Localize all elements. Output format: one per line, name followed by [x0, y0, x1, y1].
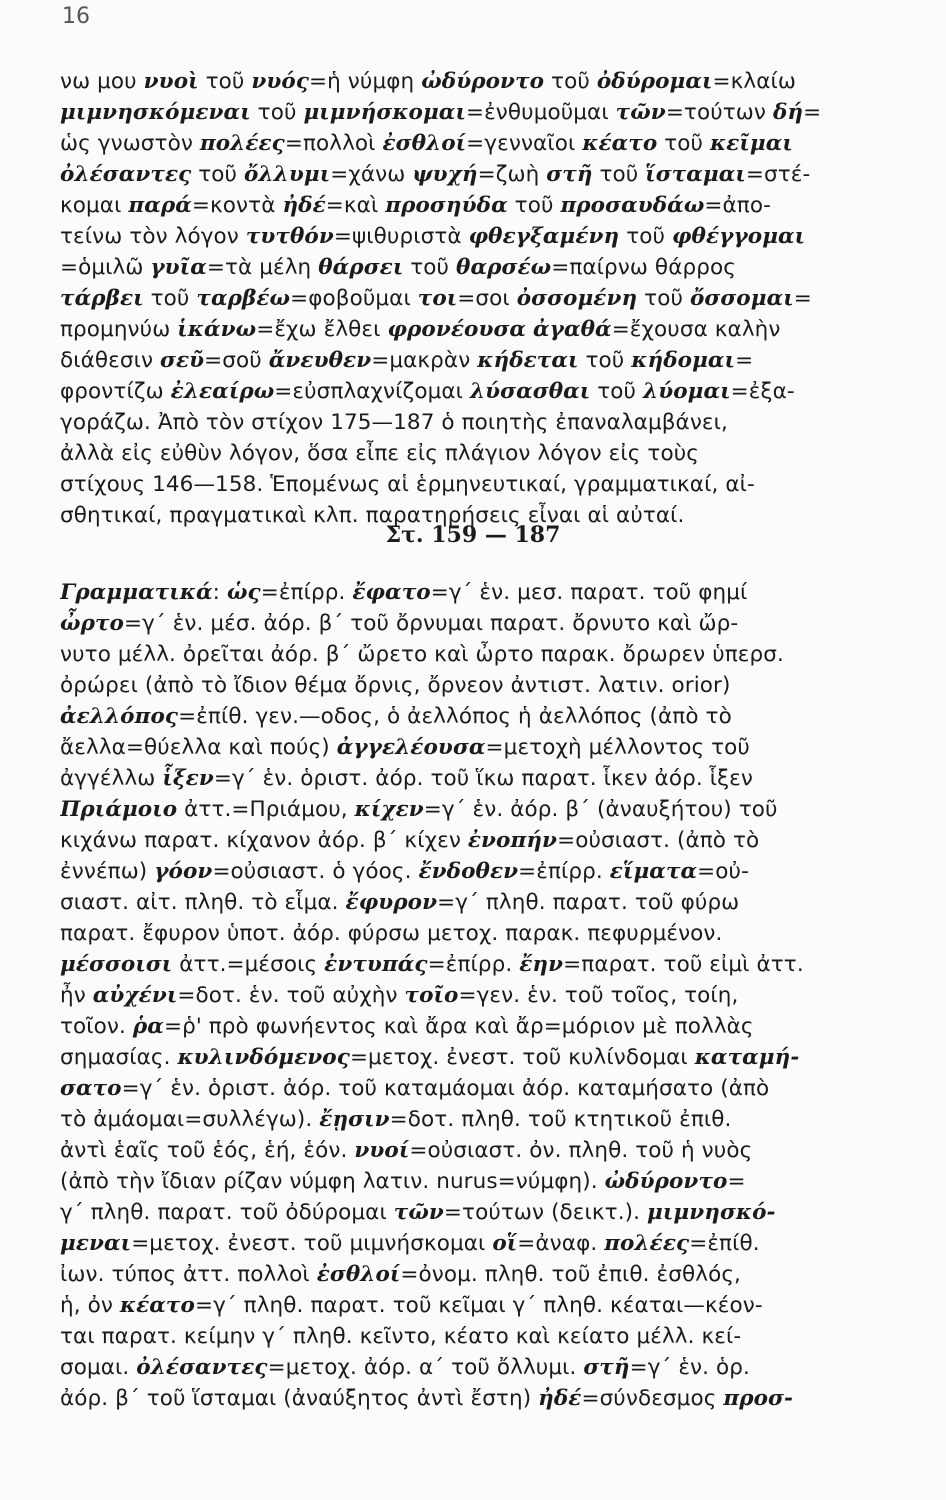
text-line	[60, 980, 928, 1011]
text-line	[60, 1135, 928, 1166]
text-segment: =ἔχω ἔλθει	[256, 317, 388, 342]
headword: ὄσσομαι	[689, 286, 794, 311]
text-segment: τοῦ	[191, 162, 245, 187]
text-segment: προμηνύω	[60, 317, 178, 342]
headword: νυοὶ	[143, 69, 199, 94]
headword: ἠδέ	[282, 193, 326, 218]
text-line	[60, 856, 928, 887]
text-segment: κιχάνω παρατ. κίχανον ἀόρ. β΄ κίχεν	[60, 828, 468, 853]
text-segment: ἡ, ὀν	[60, 1293, 120, 1318]
headword: Γραμματικά	[60, 580, 213, 605]
text-segment: σθητικαί, πραγματικαὶ κλπ. παρατηρήσεις εἶναι αἱ αὐταί.	[60, 503, 685, 528]
headword: μεναι	[60, 1231, 132, 1256]
text-segment: =οὐσιαστ. (ἀπὸ τὸ	[557, 828, 760, 853]
text-segment: τοῦ	[544, 69, 597, 94]
text-segment: ἦν	[60, 983, 93, 1008]
text-segment: =ἐπίρρ.	[518, 859, 610, 884]
text-segment: τοῦ	[507, 193, 561, 218]
text-line	[60, 794, 928, 825]
text-line	[60, 1073, 928, 1104]
text-segment: =μετοχὴ μέλλοντος τοῦ	[485, 735, 750, 760]
text-segment: γοράζω. Ἀπὸ τὸν στίχον 175—187 ὁ ποιητὴς ἐπαναλαμβάνει,	[60, 410, 728, 435]
text-segment: =ἀπο-	[704, 193, 771, 218]
text-segment: =οὐ-	[697, 859, 749, 884]
headword: τυτθόν	[245, 224, 334, 249]
headword: ἐντυπάς	[324, 952, 428, 977]
headword: πολέες	[604, 1231, 690, 1256]
headword: ψυχή	[412, 162, 478, 187]
text-line	[60, 1197, 928, 1228]
text-segment: ὀρώρει (ἀπὸ τὸ ἴδιον θέμα ὄρνις, ὄρνεον ἀντιστ. λατιν. orior)	[60, 673, 731, 698]
text-line	[60, 1321, 928, 1352]
text-line	[60, 670, 928, 701]
text-segment: =ἐπίρρ.	[427, 952, 520, 977]
text-line	[60, 159, 928, 190]
text-segment: τοῦ	[578, 348, 632, 373]
headword: ἀγαθά	[533, 317, 612, 342]
paragraph-1	[60, 66, 928, 531]
headword: τῶν	[615, 100, 666, 125]
text-segment: =γ΄ ἑν. ὁριστ. ἀόρ. τοῦ καταμάομαι ἀόρ. καταμήσατο (ἀπὸ	[121, 1076, 770, 1101]
headword: δή	[772, 100, 804, 125]
text-segment: τοῦ	[250, 100, 304, 125]
text-segment: τοῦ	[619, 224, 672, 249]
text-segment: =	[803, 100, 822, 125]
text-segment: =	[735, 348, 754, 373]
text-line	[60, 128, 928, 159]
text-segment	[526, 317, 533, 342]
text-segment: =μακρὰν	[371, 348, 478, 373]
paragraph-grammar	[60, 577, 928, 1414]
headword: φθεγξαμένη	[468, 224, 620, 249]
headword: ῥα	[132, 1014, 164, 1039]
headword: θάρσει	[318, 255, 404, 280]
text-line	[60, 1104, 928, 1135]
text-line	[60, 825, 928, 856]
text-segment: =ἐπίρρ.	[260, 580, 353, 605]
section-heading: Στ. 159 — 187	[385, 522, 561, 548]
text-segment: =ἔχουσα καλὴν	[611, 317, 781, 342]
text-segment: =γ΄ ἑν. μέσ. ἀόρ. β΄ τοῦ ὄρνυμαι παρατ. ὄρνυτο καὶ ὤρ-	[123, 611, 739, 636]
headword: στῆ	[583, 1355, 630, 1380]
text-line	[60, 763, 928, 794]
text-line	[60, 407, 928, 438]
headword: κίχεν	[354, 797, 424, 822]
headword: κέατο	[582, 131, 658, 156]
text-segment: τοῦ	[590, 379, 644, 404]
text-line	[60, 1259, 928, 1290]
headword: σεῦ	[160, 348, 205, 373]
headword: Πριάμοιο	[60, 797, 178, 822]
text-segment: =γ΄ ἑν. ὁρ.	[629, 1355, 750, 1380]
text-segment: τοῦ	[592, 162, 646, 187]
headword: ἀελλόπος	[60, 704, 179, 729]
headword: καταμή-	[694, 1045, 800, 1070]
text-segment: =ῥ' πρὸ φωνήεντος καὶ ἄρα καὶ ἄρ=μόριον μὲ πολλὰς	[163, 1014, 754, 1039]
text-segment: στίχους 146—158. Ἑπομένως αἱ ἑρμηνευτικαί, γραμματικαί, αἰ-	[60, 472, 755, 497]
text-segment: =χάνω	[330, 162, 413, 187]
headword: κέατο	[119, 1293, 195, 1318]
text-segment: =ἀναφ.	[517, 1231, 605, 1256]
text-segment: κομαι	[60, 193, 129, 218]
text-segment: τοῦ	[403, 255, 457, 280]
headword: κυλινδόμενος	[177, 1045, 350, 1070]
headword: στῆ	[546, 162, 593, 187]
headword: ἐνοπήν	[467, 828, 558, 853]
headword: ὠδύροντο	[604, 1169, 728, 1194]
text-line	[60, 1383, 928, 1414]
text-segment: =μετοχ. ἀόρ. α΄ τοῦ ὄλλυμι.	[267, 1355, 584, 1380]
text-segment: =ψιθυριστὰ	[333, 224, 469, 249]
headword: μιμνησκό-	[647, 1200, 776, 1225]
text-line	[60, 608, 928, 639]
text-segment: ἀντὶ ἑαῖς τοῦ ἑός, ἑή, ἑόν.	[60, 1138, 355, 1163]
text-segment: =παίρνω θάρρος	[551, 255, 736, 280]
headword: μιμνησκόμεναι	[60, 100, 251, 125]
text-segment: ἐννέπω)	[60, 859, 155, 884]
text-segment: =οὐσιαστ. ὀν. πληθ. τοῦ ἡ νυὸς	[409, 1138, 753, 1163]
text-segment: =μετοχ. ἐνεστ. τοῦ μιμνήσκομαι	[131, 1231, 493, 1256]
headword: ἐλεαίρω	[170, 379, 275, 404]
page-number: 16	[62, 4, 90, 29]
headword: προσαυδάω	[560, 193, 705, 218]
headword: ἀγγελέουσα	[336, 735, 486, 760]
headword: κεῖμαι	[710, 131, 793, 156]
headword: φθέγγομαι	[672, 224, 806, 249]
text-line	[60, 314, 928, 345]
headword: ταρβέω	[196, 286, 291, 311]
text-segment: =ἐνθυμοῦμαι	[465, 100, 616, 125]
headword: ὀλέσαντες	[136, 1355, 268, 1380]
headword: φρονέουσα	[387, 317, 527, 342]
headword: ἔνδοθεν	[418, 859, 519, 884]
text-segment: =ὀνομ. πληθ. τοῦ ἐπιθ. ἐσθλός,	[400, 1262, 741, 1287]
text-segment: =φοβοῦμαι	[290, 286, 418, 311]
text-line	[60, 1228, 928, 1259]
headword: ἐσθλοί	[316, 1262, 401, 1287]
text-segment: =γενναῖοι	[466, 131, 583, 156]
text-segment: =τούτων (δεικτ.).	[443, 1200, 648, 1225]
text-segment: =γ΄ ἑν. μεσ. παρατ. τοῦ φημί	[430, 580, 748, 605]
headword: τάρβει	[60, 286, 144, 311]
text-line	[60, 1352, 928, 1383]
headword: πολέες	[199, 131, 285, 156]
text-line	[60, 949, 928, 980]
text-segment: τοῦ	[143, 286, 197, 311]
text-segment: (ἀπὸ τὴν ἴδιαν ρίζαν νύμφη λατιν. nurus=νύμφη).	[60, 1169, 605, 1194]
text-line	[60, 732, 928, 763]
text-line	[60, 1166, 928, 1197]
headword: σατο	[60, 1076, 122, 1101]
text-segment: ἀόρ. β΄ τοῦ ἵσταμαι (ἀναύξητος ἀντὶ ἔστη)	[60, 1386, 539, 1411]
text-line	[60, 221, 928, 252]
text-segment: =ἡ νύμφη	[309, 69, 422, 94]
text-segment: =ἐξα-	[730, 379, 795, 404]
text-segment: ἀττ.=Πριάμου,	[177, 797, 355, 822]
text-line	[60, 1011, 928, 1042]
text-line	[60, 97, 928, 128]
text-segment: ὡς γνωστὸν	[60, 131, 200, 156]
text-segment: τοῖον.	[60, 1014, 133, 1039]
headword: ὀλέσαντες	[60, 162, 192, 187]
text-segment: =ἐπίθ. γεν.—οδος, ὁ ἀελλόπος ἡ ἀελλόπος (ἀπὸ τὸ	[178, 704, 732, 729]
text-segment: =ὁμιλῶ	[60, 255, 151, 280]
text-segment: =	[793, 286, 812, 311]
headword: λύσασθαι	[469, 379, 591, 404]
headword: αὐχένι	[92, 983, 178, 1008]
text-line	[60, 345, 928, 376]
text-line	[60, 376, 928, 407]
headword: ἷξεν	[162, 766, 214, 791]
text-segment: =μετοχ. ἐνεστ. τοῦ κυλίνδομαι	[349, 1045, 695, 1070]
text-segment: σημασίας.	[60, 1045, 178, 1070]
text-segment: =σύνδεσμος	[581, 1386, 724, 1411]
text-segment: ἰων. τύπος ἀττ. πολλοὶ	[60, 1262, 317, 1287]
headword: ἠδέ	[538, 1386, 582, 1411]
headword: νυοί	[354, 1138, 410, 1163]
text-segment: =εὐσπλαχνίζομαι	[274, 379, 470, 404]
text-segment: διάθεσιν	[60, 348, 161, 373]
text-segment: :	[212, 580, 227, 605]
text-line	[60, 283, 928, 314]
headword: ὀσσομένη	[516, 286, 638, 311]
text-segment: =	[727, 1169, 746, 1194]
text-segment: τείνω τὸν λόγον	[60, 224, 246, 249]
headword: λύομαι	[643, 379, 731, 404]
headword: γόον	[154, 859, 213, 884]
text-segment: νυτο μέλλ. ὀρεῖται ἀόρ. β΄ ὤρετο καὶ ὦρτο παρακ. ὄρωρεν ὑπερσ.	[60, 642, 784, 667]
text-segment: =οὐσιαστ. ὁ γόος.	[212, 859, 419, 884]
headword: μιμνήσκομαι	[303, 100, 466, 125]
headword: ὠδύροντο	[421, 69, 545, 94]
text-segment: σιαστ. αἰτ. πληθ. τὸ εἷμα.	[60, 890, 346, 915]
headword: ἄνευθεν	[268, 348, 372, 373]
text-line	[60, 701, 928, 732]
text-segment: =δοτ. πληθ. τοῦ κτητικοῦ ἐπιθ.	[389, 1107, 732, 1132]
headword: οἵ	[492, 1231, 518, 1256]
text-segment: ἄελλα=θύελλα καὶ πούς)	[60, 735, 337, 760]
text-segment: νω μου	[60, 69, 144, 94]
text-segment: =ζωὴ	[477, 162, 547, 187]
text-line	[60, 918, 928, 949]
headword: ὀδύρομαι	[596, 69, 713, 94]
headword: τῶν	[393, 1200, 444, 1225]
text-segment: =κοντὰ	[191, 193, 283, 218]
headword: ἱκάνω	[177, 317, 257, 342]
text-segment: ἀλλὰ εἰς εὐθὺν λόγον, ὅσα εἶπε εἰς πλάγιον λόγον εἰς τοὺς	[60, 441, 699, 466]
text-segment: =γ΄ ἑν. ἀόρ. β΄ (ἀναυξήτου) τοῦ	[423, 797, 778, 822]
text-segment: ἀττ.=μέσοις	[172, 952, 325, 977]
text-segment: =γεν. ἑν. τοῦ τοῖος, τοίη,	[458, 983, 739, 1008]
text-segment: ἀγγέλλω	[60, 766, 163, 791]
text-segment: =σοι	[457, 286, 517, 311]
text-segment: τοῦ	[198, 69, 252, 94]
text-line	[60, 887, 928, 918]
headword: θαρσέω	[456, 255, 552, 280]
text-line	[60, 577, 928, 608]
headword: γυῖα	[150, 255, 207, 280]
text-segment: =γ΄ πληθ. παρατ. τοῦ κεῖμαι γ΄ πληθ. κέαται—κέον-	[194, 1293, 763, 1318]
text-line	[60, 1290, 928, 1321]
text-segment: =τὰ μέλη	[206, 255, 319, 280]
text-line	[60, 438, 928, 469]
headword: ὡς	[226, 580, 261, 605]
headword: ἔφυρον	[345, 890, 438, 915]
text-segment: =ἐπίθ.	[689, 1231, 760, 1256]
headword: κήδεται	[477, 348, 579, 373]
text-segment: γ΄ πληθ. παρατ. τοῦ ὀδύρομαι	[60, 1200, 394, 1225]
headword: ὄλλυμι	[244, 162, 331, 187]
headword: προσ-	[723, 1386, 794, 1411]
text-segment: ται παρατ. κείμην γ΄ πληθ. κεῖντο, κέατο καὶ κείατο μέλλ. κεί-	[60, 1324, 742, 1349]
text-segment: τὸ ἀμάομαι=συλλέγω).	[60, 1107, 320, 1132]
headword: ἐσθλοί	[382, 131, 467, 156]
text-line	[60, 639, 928, 670]
headword: εἵματα	[609, 859, 698, 884]
text-segment: =γ΄ πληθ. παρατ. τοῦ φύρω	[437, 890, 740, 915]
text-line	[60, 252, 928, 283]
text-segment: =γ΄ ἑν. ὁριστ. ἀόρ. τοῦ ἵκω παρατ. ἷκεν ἀόρ. ἷξεν	[213, 766, 753, 791]
text-segment: =παρατ. τοῦ εἰμὶ ἀττ.	[563, 952, 804, 977]
headword: ὦρτο	[60, 611, 124, 636]
headword: τοῖο	[404, 983, 459, 1008]
text-segment: =καὶ	[325, 193, 386, 218]
text-segment: σομαι.	[60, 1355, 137, 1380]
text-line	[60, 190, 928, 221]
headword: ἵσταμαι	[645, 162, 746, 187]
text-segment: =τούτων	[665, 100, 773, 125]
text-segment: =σοῦ	[204, 348, 269, 373]
headword: κήδομαι	[631, 348, 736, 373]
text-segment: τοῦ	[637, 286, 690, 311]
headword: ἔῃσιν	[319, 1107, 390, 1132]
text-segment: =πολλοὶ	[284, 131, 383, 156]
headword: μέσσοισι	[60, 952, 173, 977]
text-segment: =δοτ. ἑν. τοῦ αὐχὴν	[177, 983, 405, 1008]
text-segment: φροντίζω	[60, 379, 171, 404]
headword: τοι	[417, 286, 458, 311]
text-line	[60, 66, 928, 97]
headword: παρά	[128, 193, 192, 218]
text-segment: =κλαίω	[712, 69, 797, 94]
text-segment: τοῦ	[657, 131, 711, 156]
text-segment: παρατ. ἔφυρον ὑποτ. ἀόρ. φύρσω μετοχ. παρακ. πεφυρμένον.	[60, 921, 723, 946]
text-line	[60, 1042, 928, 1073]
headword: ἔην	[519, 952, 564, 977]
headword: νυός	[251, 69, 310, 94]
headword: ἔφατο	[352, 580, 431, 605]
text-segment: =στέ-	[745, 162, 811, 187]
text-line	[60, 469, 928, 500]
headword: προσηύδα	[385, 193, 508, 218]
